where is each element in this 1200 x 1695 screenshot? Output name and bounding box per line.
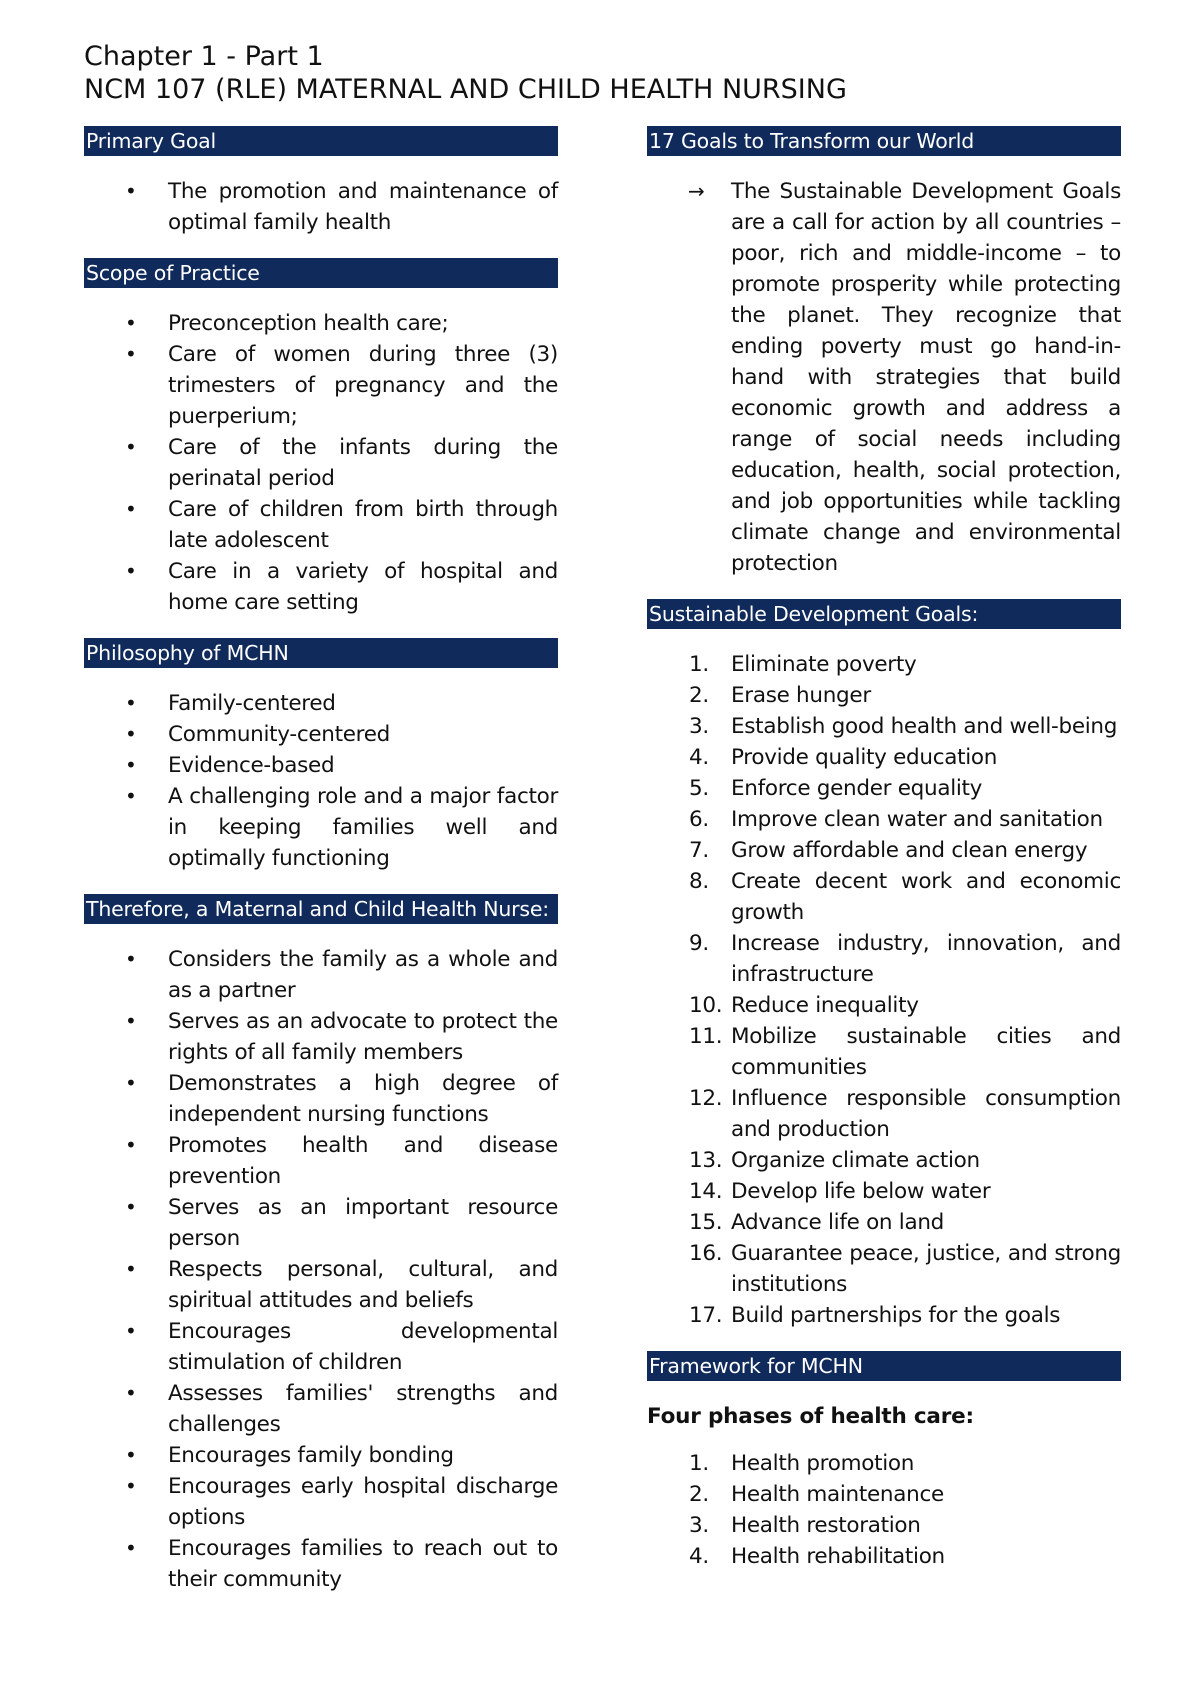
list-number: 15. [689, 1210, 723, 1235]
list-item [647, 773, 1121, 804]
section-header-primary-goal: Primary Goal [84, 126, 558, 156]
list-item [647, 711, 1121, 742]
sdg-list [647, 649, 1121, 1331]
right-column [647, 126, 1121, 1592]
course-title: NCM 107 (RLE) MATERNAL AND CHILD HEALTH NURSING [84, 74, 847, 105]
list-number: 8. [689, 869, 709, 894]
list-item-text: Advance life on land [731, 1210, 944, 1235]
list-item-text: Influence responsible consumption and production [731, 1086, 1121, 1142]
list-item [647, 804, 1121, 835]
list-item-text: A challenging role and a major factor in keeping families well and optimally functioning [168, 784, 558, 871]
list-number: 2. [689, 1482, 709, 1507]
list-item-text: Develop life below water [731, 1179, 991, 1204]
list-item [647, 866, 1121, 928]
list-item [84, 1192, 558, 1254]
list-item [647, 928, 1121, 990]
primary-goal-list [84, 176, 558, 238]
list-item-text: Considers the family as a whole and as a partner [168, 947, 558, 1003]
bullet-icon: • [125, 1009, 137, 1033]
list-item-text: Encourages developmental stimulation of children [168, 1319, 558, 1375]
list-item [647, 649, 1121, 680]
bullet-icon: • [125, 1319, 137, 1343]
list-number: 2. [689, 683, 709, 708]
bullet-icon: • [125, 947, 137, 971]
section-header-17-goals: 17 Goals to Transform our World [647, 126, 1121, 156]
list-item-text: Care of women during three (3) trimesters of pregnancy and the puerperium; [168, 342, 558, 429]
bullet-icon: • [125, 435, 137, 459]
framework-subtitle: Four phases of health care: [647, 1404, 974, 1429]
bullet-icon: • [125, 1474, 137, 1498]
list-item [84, 1254, 558, 1316]
list-item [84, 944, 558, 1006]
list-item-text: Provide quality education [731, 745, 998, 770]
list-item [647, 1541, 1121, 1572]
bullet-icon: • [125, 497, 137, 521]
list-item [84, 750, 558, 781]
list-item-text: The Sustainable Development Goals are a call for action by all countries – poor, rich and middle-income – to promote prosperity while protecting the planet. They recognize that ending poverty must go hand-in-hand with strategies that build economic growth and address a range of social needs including education, health, social protection, and job opportunities while tackling climate change and environmental protection [731, 179, 1121, 576]
bullet-icon: • [125, 559, 137, 583]
list-item [84, 1316, 558, 1378]
list-item [647, 1083, 1121, 1145]
list-number: 4. [689, 1544, 709, 1569]
list-item [647, 176, 1121, 579]
list-item-text: Health rehabilitation [731, 1544, 945, 1569]
list-item-text: Guarantee peace, justice, and strong institutions [731, 1241, 1121, 1297]
list-item-text: Assesses families' strengths and challenges [168, 1381, 558, 1437]
list-item-text: Health maintenance [731, 1482, 944, 1507]
scope-list [84, 308, 558, 618]
list-item-text: Encourages early hospital discharge options [168, 1474, 558, 1530]
list-item-text: Improve clean water and sanitation [731, 807, 1103, 832]
list-number: 16. [689, 1241, 723, 1266]
list-item [84, 1440, 558, 1471]
list-item-text: Reduce inequality [731, 993, 919, 1018]
list-item-text: Care of children from birth through late adolescent [168, 497, 558, 553]
list-number: 3. [689, 1513, 709, 1538]
list-item-text: The promotion and maintenance of optimal family health [168, 179, 558, 235]
list-number: 13. [689, 1148, 723, 1173]
bullet-icon: • [125, 179, 137, 203]
phases-list [647, 1448, 1121, 1572]
list-item [84, 339, 558, 432]
bullet-icon: • [125, 1133, 137, 1157]
list-item [647, 1176, 1121, 1207]
list-item [647, 1510, 1121, 1541]
list-item [84, 688, 558, 719]
list-item-text: Organize climate action [731, 1148, 980, 1173]
list-item-text: Establish good health and well-being [731, 714, 1118, 739]
list-item [84, 308, 558, 339]
bullet-icon: • [125, 1195, 137, 1219]
bullet-icon: • [125, 1536, 137, 1560]
list-number: 1. [689, 1451, 709, 1476]
list-number: 3. [689, 714, 709, 739]
section-header-nurse: Therefore, a Maternal and Child Health Nurse: [84, 894, 558, 924]
list-number: 17. [689, 1303, 723, 1328]
list-item-text: Evidence-based [168, 753, 335, 778]
list-item [84, 719, 558, 750]
list-number: 11. [689, 1024, 723, 1049]
list-number: 6. [689, 807, 709, 832]
list-item [647, 680, 1121, 711]
list-item [647, 1021, 1121, 1083]
list-item-text: Create decent work and economic growth [731, 869, 1121, 925]
list-item [647, 1300, 1121, 1331]
list-item [647, 1479, 1121, 1510]
arrow-icon: → [688, 179, 705, 203]
bullet-icon: • [125, 1257, 137, 1281]
list-item-text: Encourages families to reach out to their community [168, 1536, 558, 1592]
list-item [84, 1130, 558, 1192]
list-item-text: Increase industry, innovation, and infrastructure [731, 931, 1121, 987]
list-item [84, 176, 558, 238]
bullet-icon: • [125, 342, 137, 366]
list-number: 4. [689, 745, 709, 770]
list-item [647, 1448, 1121, 1479]
list-item [84, 1378, 558, 1440]
list-item [84, 556, 558, 618]
list-number: 7. [689, 838, 709, 863]
list-item-text: Care in a variety of hospital and home care setting [168, 559, 558, 615]
bullet-icon: • [125, 1071, 137, 1095]
section-header-framework: Framework for MCHN [647, 1351, 1121, 1381]
list-item [84, 1471, 558, 1533]
list-item-text: Family-centered [168, 691, 336, 716]
list-item [647, 1145, 1121, 1176]
list-number: 5. [689, 776, 709, 801]
list-item-text: Respects personal, cultural, and spiritual attitudes and beliefs [168, 1257, 558, 1313]
list-item-text: Preconception health care; [168, 311, 449, 336]
section-header-scope: Scope of Practice [84, 258, 558, 288]
list-item-text: Build partnerships for the goals [731, 1303, 1061, 1328]
list-item [647, 1207, 1121, 1238]
bullet-icon: • [125, 311, 137, 335]
list-item [84, 781, 558, 874]
list-item-text: Community-centered [168, 722, 390, 747]
list-item-text: Erase hunger [731, 683, 871, 708]
list-item-text: Enforce gender equality [731, 776, 983, 801]
list-item [647, 835, 1121, 866]
chapter-title: Chapter 1 - Part 1 [84, 41, 324, 72]
list-item-text: Eliminate poverty [731, 652, 917, 677]
list-item [647, 742, 1121, 773]
philosophy-list [84, 688, 558, 874]
list-item-text: Care of the infants during the perinatal period [168, 435, 558, 491]
list-item-text: Encourages family bonding [168, 1443, 454, 1468]
nurse-list [84, 944, 558, 1595]
list-item [84, 1006, 558, 1068]
list-item [84, 494, 558, 556]
goals-description-list [647, 176, 1121, 579]
list-item [647, 990, 1121, 1021]
list-item-text: Health restoration [731, 1513, 921, 1538]
list-number: 10. [689, 993, 723, 1018]
bullet-icon: • [125, 691, 137, 715]
list-item [84, 1068, 558, 1130]
section-header-sdg: Sustainable Development Goals: [647, 599, 1121, 629]
list-item-text: Serves as an important resource person [168, 1195, 558, 1251]
left-column [84, 126, 558, 1615]
bullet-icon: • [125, 722, 137, 746]
list-number: 9. [689, 931, 709, 956]
list-item-text: Grow affordable and clean energy [731, 838, 1088, 863]
bullet-icon: • [125, 1443, 137, 1467]
list-item-text: Health promotion [731, 1451, 915, 1476]
list-item-text: Serves as an advocate to protect the rights of all family members [168, 1009, 558, 1065]
bullet-icon: • [125, 753, 137, 777]
list-item-text: Promotes health and disease prevention [168, 1133, 558, 1189]
list-number: 14. [689, 1179, 723, 1204]
bullet-icon: • [125, 1381, 137, 1405]
list-number: 1. [689, 652, 709, 677]
bullet-icon: • [125, 784, 137, 808]
list-item-text: Mobilize sustainable cities and communities [731, 1024, 1121, 1080]
list-item [647, 1238, 1121, 1300]
list-item [84, 432, 558, 494]
list-item-text: Demonstrates a high degree of independent nursing functions [168, 1071, 558, 1127]
list-number: 12. [689, 1086, 723, 1111]
section-header-philosophy: Philosophy of MCHN [84, 638, 558, 668]
page-header [84, 40, 847, 106]
list-item [84, 1533, 558, 1595]
